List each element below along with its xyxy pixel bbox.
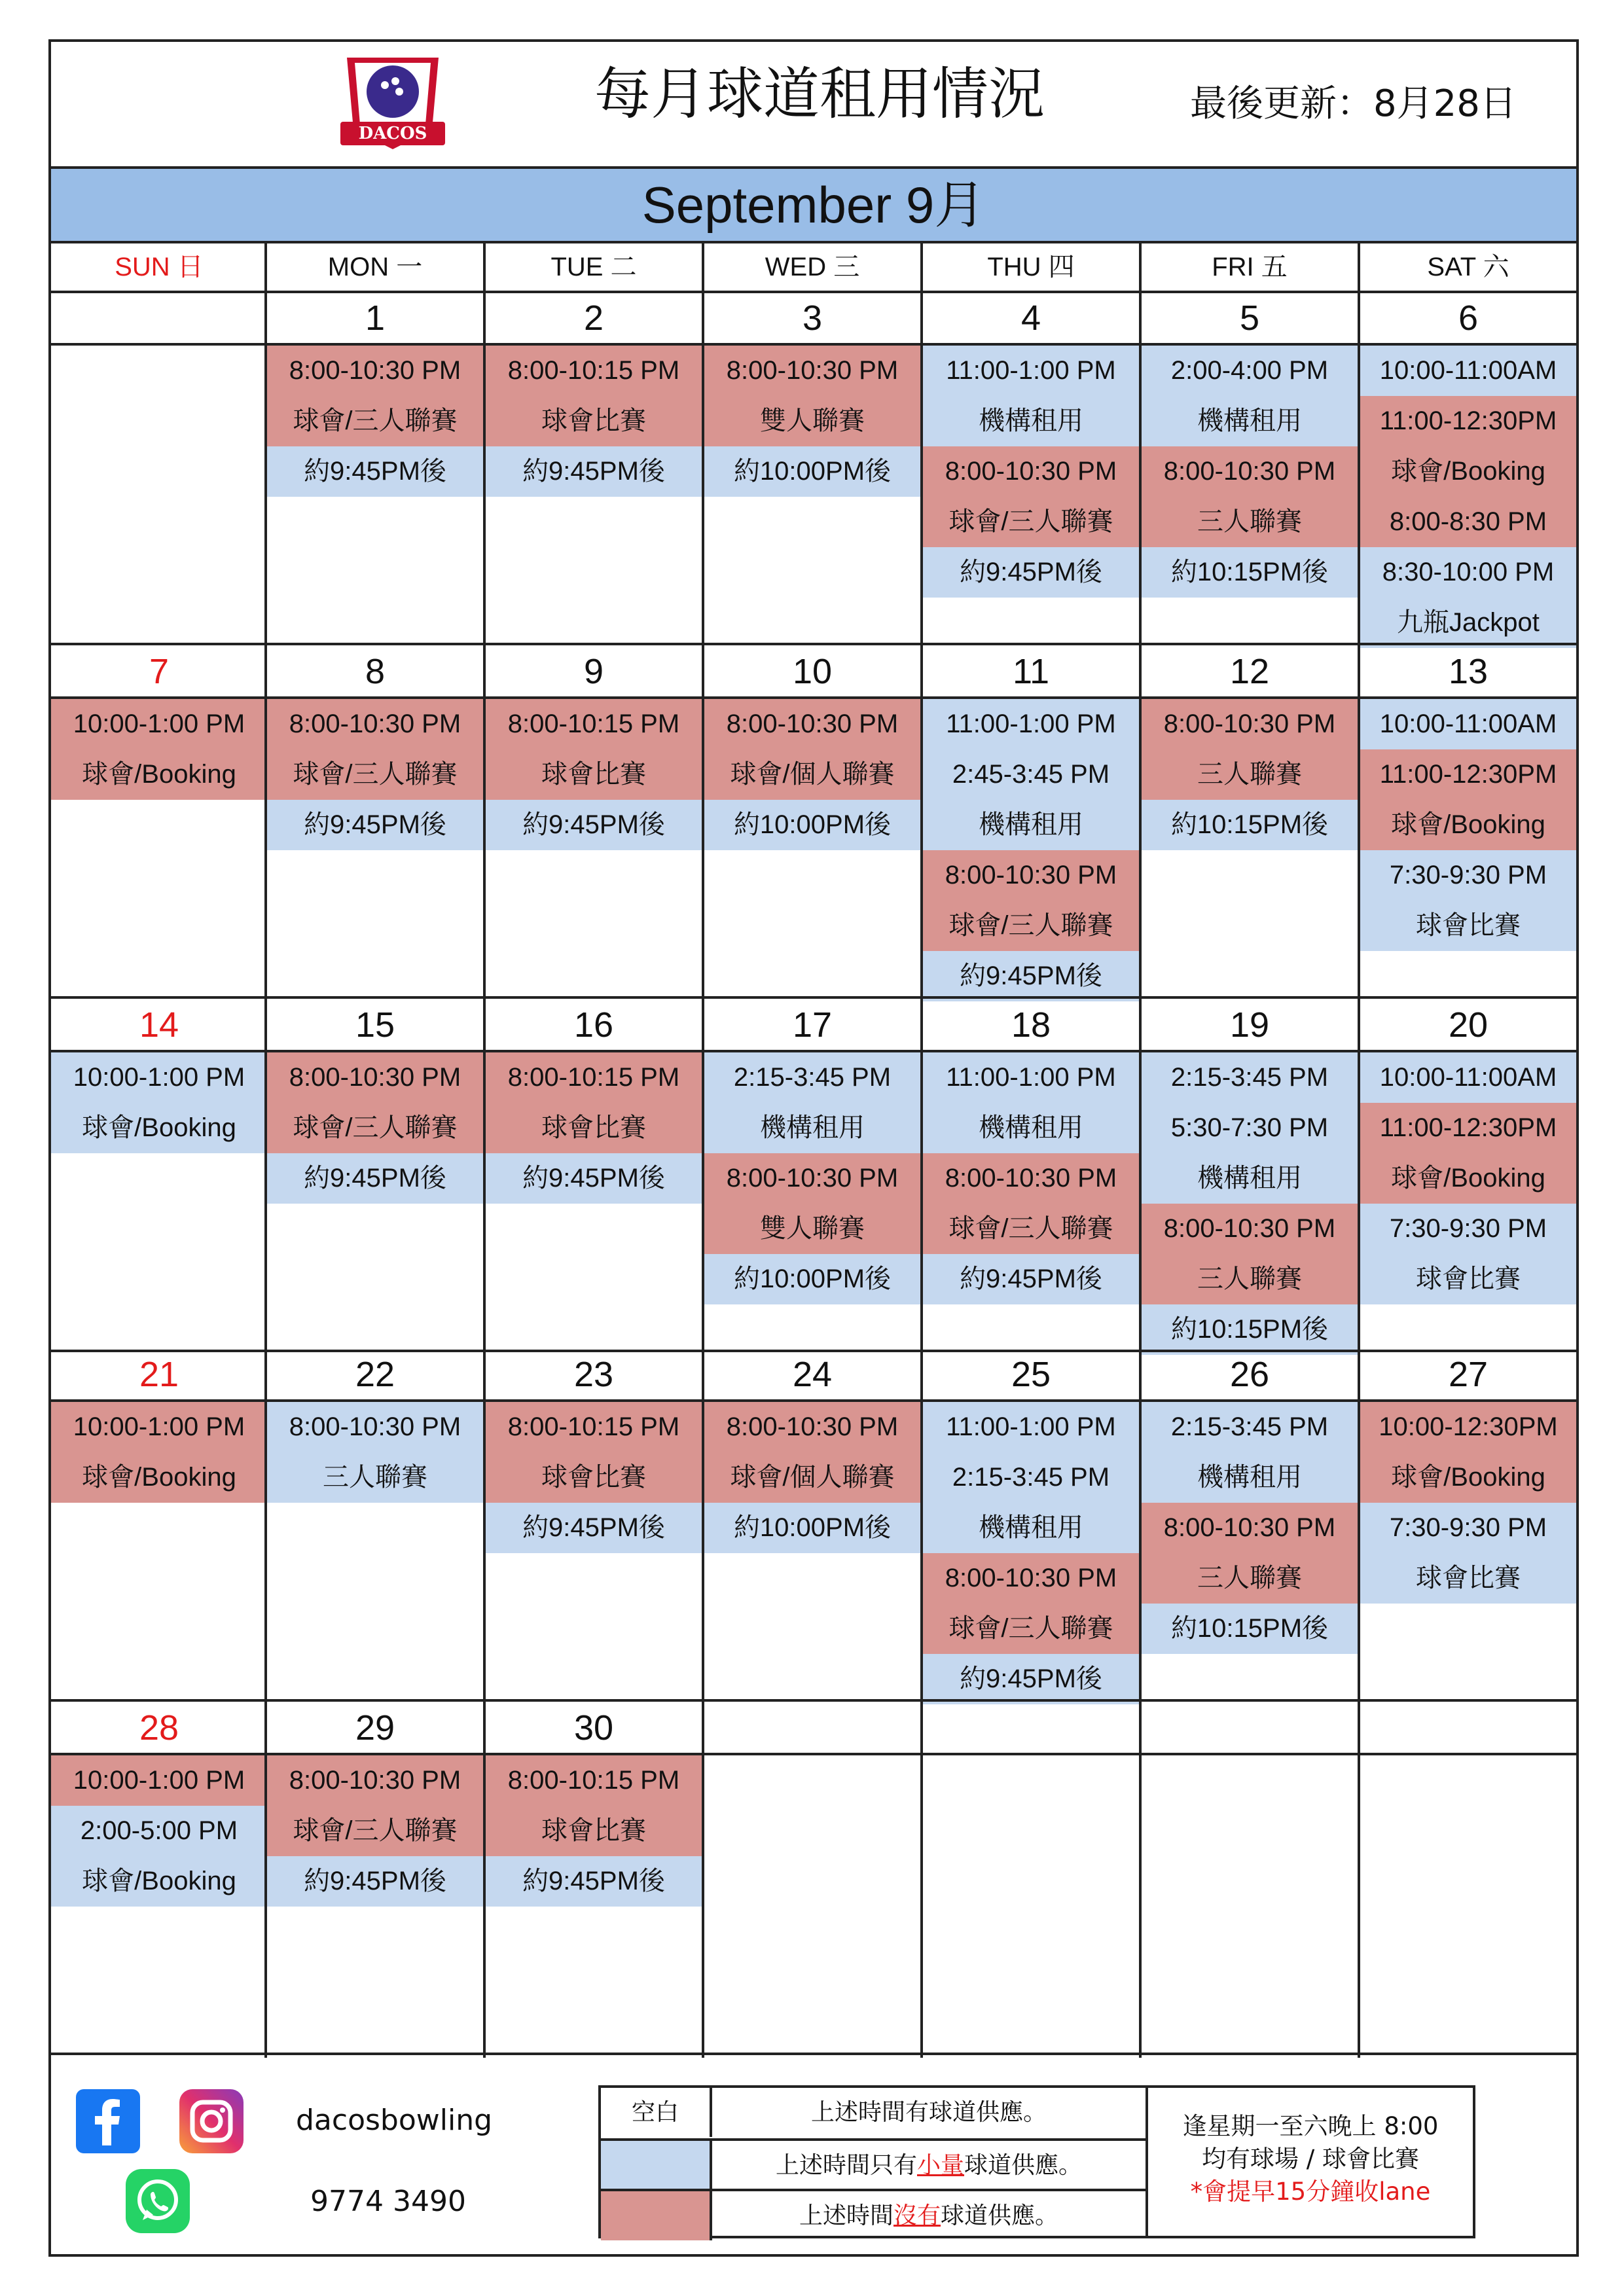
day-number: 25 <box>1011 1355 1051 1394</box>
booking-entry: 球會比賽 <box>486 1452 702 1503</box>
social-handle: dacosbowling <box>296 2104 493 2137</box>
day-number: 30 <box>573 1708 614 1748</box>
day-cell[interactable] <box>486 346 702 497</box>
facebook-icon[interactable] <box>76 2089 140 2153</box>
booking-entry: 球會比賽 <box>486 1103 702 1153</box>
booking-entry: 機構租用 <box>1142 1153 1358 1204</box>
day-number: 4 <box>1020 298 1041 338</box>
day-number: 3 <box>802 298 823 338</box>
legend-text-post: 球道供應。 <box>941 2202 1059 2229</box>
day-cell[interactable] <box>486 1755 702 1907</box>
booking-entry: 7:30-9:30 PM <box>1360 850 1576 901</box>
booking-entry: 球會/三人聯賽 <box>267 749 483 800</box>
grid-line <box>51 2053 1576 2055</box>
booking-entry: 10:00-1:00 PM <box>51 1755 267 1806</box>
booking-entry: 約9:45PM後 <box>267 800 483 850</box>
weekday-label: WED 三 <box>765 253 860 281</box>
booking-entry: 10:00-1:00 PM <box>51 1052 267 1103</box>
phone-number: 9774 3490 <box>310 2185 466 2218</box>
footer <box>51 2058 1576 2254</box>
note-line-3: *會提早15分鐘收lane <box>1190 2178 1431 2206</box>
day-cell[interactable] <box>1142 1052 1358 1355</box>
day-cell[interactable] <box>1142 699 1358 850</box>
booking-entry: 約9:45PM後 <box>267 1153 483 1204</box>
day-number: 10 <box>792 652 833 691</box>
booking-entry: 機構租用 <box>923 1103 1139 1153</box>
day-number: 12 <box>1229 652 1270 691</box>
grid-line <box>702 243 704 2058</box>
legend-text-highlight: 沒有 <box>893 2202 941 2229</box>
booking-entry: 約9:45PM後 <box>486 1503 702 1553</box>
day-number: 7 <box>149 652 170 691</box>
booking-entry: 球會/Booking <box>1360 446 1576 497</box>
booking-entry: 約10:15PM後 <box>1142 547 1358 598</box>
day-number <box>1360 1703 1576 1753</box>
booking-entry: 8:00-10:15 PM <box>486 699 702 749</box>
month-title: September 9月 <box>51 169 1576 243</box>
booking-entry: 2:00-5:00 PM <box>51 1806 267 1856</box>
grid-line <box>1139 243 1142 2058</box>
booking-entry: 三人聯賽 <box>1142 497 1358 547</box>
booking-entry: 8:00-10:30 PM <box>923 1553 1139 1604</box>
booking-entry: 球會/三人聯賽 <box>923 901 1139 951</box>
grid-line <box>483 243 486 2058</box>
booking-entry: 2:45-3:45 PM <box>923 749 1139 800</box>
booking-entry: 8:00-10:30 PM <box>267 1052 483 1103</box>
booking-entry: 11:00-1:00 PM <box>923 699 1139 749</box>
booking-entry: 球會比賽 <box>1360 901 1576 951</box>
legend-swatch: 空白 <box>601 2088 712 2137</box>
day-cell[interactable] <box>267 346 483 497</box>
booking-entry: 球會比賽 <box>1360 1254 1576 1304</box>
day-number: 1 <box>365 298 386 338</box>
legend-text-pre: 上述時間只有 <box>775 2152 917 2179</box>
booking-entry: 8:00-8:30 PM <box>1360 497 1576 547</box>
booking-entry: 10:00-1:00 PM <box>51 699 267 749</box>
booking-entry: 約9:45PM後 <box>923 547 1139 598</box>
booking-entry: 8:00-10:30 PM <box>923 1153 1139 1204</box>
day-number: 24 <box>792 1355 833 1394</box>
booking-entry: 三人聯賽 <box>1142 1254 1358 1304</box>
svg-text:DACOS: DACOS <box>358 124 427 143</box>
booking-entry: 8:00-10:15 PM <box>486 1402 702 1452</box>
instagram-icon[interactable] <box>179 2089 244 2153</box>
day-cell[interactable] <box>267 1402 483 1503</box>
legend-swatch <box>601 2141 712 2190</box>
grid-line <box>51 1753 1576 1755</box>
day-cell[interactable] <box>1142 346 1358 598</box>
booking-entry: 球會/三人聯賽 <box>923 497 1139 547</box>
legend-text-highlight: 小量 <box>916 2152 964 2179</box>
page-title: 每月球道租用情況 <box>594 62 1045 127</box>
booking-entry: 球會/三人聯賽 <box>923 1604 1139 1654</box>
legend-text <box>712 2191 1146 2240</box>
booking-entry: 雙人聯賽 <box>704 1204 920 1254</box>
day-cell[interactable] <box>486 699 702 850</box>
day-number: 13 <box>1448 652 1489 691</box>
booking-entry: 球會/個人聯賽 <box>704 749 920 800</box>
booking-entry: 球會比賽 <box>1360 1553 1576 1604</box>
booking-entry: 機構租用 <box>1142 1452 1358 1503</box>
legend-row <box>601 2189 1146 2240</box>
day-number: 27 <box>1448 1355 1489 1394</box>
booking-entry: 8:00-10:30 PM <box>704 1153 920 1204</box>
schedule-note <box>1146 2085 1475 2238</box>
booking-entry: 約10:00PM後 <box>704 446 920 497</box>
booking-entry: 2:15-3:45 PM <box>704 1052 920 1103</box>
booking-entry: 球會/Booking <box>1360 800 1576 850</box>
day-number: 5 <box>1239 298 1260 338</box>
calendar-grid <box>51 42 1576 2058</box>
booking-entry: 球會/Booking <box>51 1452 267 1503</box>
day-number: 15 <box>355 1005 395 1045</box>
booking-entry: 約9:45PM後 <box>486 1856 702 1907</box>
last-updated: 最後更新：8月28日 <box>1190 82 1517 125</box>
booking-entry: 球會/三人聯賽 <box>267 396 483 446</box>
day-number: 29 <box>355 1708 395 1748</box>
day-cell[interactable] <box>51 1755 267 1907</box>
legend-row <box>601 2138 1146 2190</box>
booking-entry: 約10:15PM後 <box>1142 1304 1358 1355</box>
grid-line <box>51 696 1576 699</box>
booking-entry: 三人聯賽 <box>1142 1553 1358 1604</box>
grid-line <box>51 643 1576 645</box>
day-cell[interactable] <box>486 1052 702 1204</box>
weekday-label: THU 四 <box>987 253 1075 281</box>
day-cell[interactable] <box>51 1052 267 1153</box>
day-number: 9 <box>583 652 604 691</box>
weekday-label: TUE 二 <box>550 253 637 281</box>
day-cell[interactable] <box>267 1052 483 1204</box>
grid-line <box>264 243 267 2058</box>
whatsapp-icon[interactable] <box>126 2169 190 2233</box>
booking-entry: 8:00-10:30 PM <box>267 346 483 396</box>
booking-entry: 球會/三人聯賽 <box>923 1204 1139 1254</box>
day-cell[interactable] <box>1360 1402 1576 1604</box>
booking-entry: 三人聯賽 <box>1142 749 1358 800</box>
booking-entry: 2:15-3:45 PM <box>1142 1402 1358 1452</box>
grid-line <box>1358 243 1360 2058</box>
day-number: 8 <box>365 652 386 691</box>
note-line-1: 逢星期一至六晚上 8:00 <box>1182 2112 1439 2140</box>
legend-row <box>601 2088 1146 2137</box>
booking-entry: 約9:45PM後 <box>923 1254 1139 1304</box>
booking-entry: 8:00-10:30 PM <box>1142 699 1358 749</box>
booking-entry: 2:00-4:00 PM <box>1142 346 1358 396</box>
day-cell[interactable] <box>1360 699 1576 951</box>
day-number: 22 <box>355 1355 395 1394</box>
day-number <box>51 293 267 343</box>
grid-line <box>51 343 1576 346</box>
booking-entry: 8:00-10:15 PM <box>486 346 702 396</box>
booking-entry: 約9:45PM後 <box>267 446 483 497</box>
day-number: 19 <box>1229 1005 1270 1045</box>
booking-entry: 約10:00PM後 <box>704 1254 920 1304</box>
booking-entry: 8:00-10:15 PM <box>486 1052 702 1103</box>
day-number <box>1142 1703 1358 1753</box>
booking-entry: 11:00-1:00 PM <box>923 346 1139 396</box>
legend-table <box>598 2085 1148 2238</box>
calendar-page <box>48 39 1579 2257</box>
weekday-label: SUN 日 <box>115 253 204 281</box>
weekday-label: MON 一 <box>327 253 423 281</box>
booking-entry: 球會/Booking <box>1360 1153 1576 1204</box>
day-cell[interactable] <box>923 1052 1139 1304</box>
booking-entry: 球會/個人聯賽 <box>704 1452 920 1503</box>
day-cell[interactable] <box>486 1402 702 1553</box>
day-number: 14 <box>139 1005 179 1045</box>
day-cell[interactable] <box>923 699 1139 1001</box>
legend-text-pre: 上述時間 <box>799 2202 893 2229</box>
booking-entry: 機構租用 <box>1142 396 1358 446</box>
booking-entry: 11:00-12:30PM <box>1360 396 1576 446</box>
booking-entry: 5:30-7:30 PM <box>1142 1103 1358 1153</box>
booking-entry: 球會/三人聯賽 <box>267 1103 483 1153</box>
day-cell[interactable] <box>51 699 267 800</box>
day-number: 26 <box>1229 1355 1270 1394</box>
booking-entry: 8:00-10:30 PM <box>267 699 483 749</box>
booking-entry: 球會比賽 <box>486 749 702 800</box>
booking-entry: 雙人聯賽 <box>704 396 920 446</box>
booking-entry: 約9:45PM後 <box>267 1856 483 1907</box>
day-number: 21 <box>139 1355 179 1394</box>
booking-entry: 8:00-10:30 PM <box>1142 1503 1358 1553</box>
booking-entry: 8:00-10:30 PM <box>923 446 1139 497</box>
booking-entry: 7:30-9:30 PM <box>1360 1204 1576 1254</box>
booking-entry: 10:00-11:00AM <box>1360 346 1576 396</box>
day-number <box>923 1703 1139 1753</box>
booking-entry: 球會/Booking <box>1360 1452 1576 1503</box>
day-number <box>704 1703 920 1753</box>
booking-entry: 8:30-10:00 PM <box>1360 547 1576 598</box>
booking-entry: 機構租用 <box>923 800 1139 850</box>
booking-entry: 8:00-10:30 PM <box>704 346 920 396</box>
weekday-label: SAT 六 <box>1427 253 1509 281</box>
booking-entry: 球會/Booking <box>51 749 267 800</box>
booking-entry: 2:15-3:45 PM <box>1142 1052 1358 1103</box>
day-cell[interactable] <box>923 1402 1139 1704</box>
legend-swatch <box>601 2191 712 2240</box>
day-number: 28 <box>139 1708 179 1748</box>
booking-entry: 7:30-9:30 PM <box>1360 1503 1576 1553</box>
day-cell[interactable] <box>704 699 920 850</box>
day-number: 18 <box>1011 1005 1051 1045</box>
booking-entry: 約10:15PM後 <box>1142 800 1358 850</box>
legend-text <box>712 2141 1146 2190</box>
booking-entry: 約9:45PM後 <box>923 1654 1139 1704</box>
booking-entry: 約10:15PM後 <box>1142 1604 1358 1654</box>
booking-entry: 約9:45PM後 <box>923 951 1139 1001</box>
grid-line <box>51 1050 1576 1052</box>
booking-entry: 九瓶Jackpot <box>1360 598 1576 648</box>
booking-entry: 8:00-10:30 PM <box>1142 1204 1358 1254</box>
day-number: 17 <box>792 1005 833 1045</box>
grid-line <box>51 996 1576 999</box>
day-number: 2 <box>583 298 604 338</box>
day-cell[interactable] <box>704 1402 920 1553</box>
weekday-header-row <box>51 243 1576 293</box>
booking-entry: 球會/Booking <box>51 1856 267 1907</box>
day-number: 23 <box>573 1355 614 1394</box>
booking-entry: 機構租用 <box>704 1103 920 1153</box>
booking-entry: 約10:00PM後 <box>704 1503 920 1553</box>
booking-entry: 約9:45PM後 <box>486 800 702 850</box>
note-line-2: 均有球場 / 球會比賽 <box>1202 2145 1419 2173</box>
day-cell[interactable] <box>1360 1052 1576 1304</box>
grid-line <box>51 1399 1576 1402</box>
booking-entry: 8:00-10:30 PM <box>704 1402 920 1452</box>
booking-entry: 11:00-1:00 PM <box>923 1402 1139 1452</box>
booking-entry: 機構租用 <box>923 396 1139 446</box>
booking-entry: 11:00-1:00 PM <box>923 1052 1139 1103</box>
day-cell[interactable] <box>1360 346 1576 648</box>
booking-entry: 機構租用 <box>923 1503 1139 1553</box>
booking-entry: 8:00-10:30 PM <box>704 699 920 749</box>
grid-line <box>51 1699 1576 1702</box>
day-cell[interactable] <box>267 1755 483 1907</box>
day-number: 11 <box>1012 652 1050 691</box>
day-cell[interactable] <box>267 699 483 850</box>
day-cell[interactable] <box>51 1402 267 1503</box>
booking-entry: 10:00-11:00AM <box>1360 1052 1576 1103</box>
day-cell[interactable] <box>704 1052 920 1304</box>
booking-entry: 8:00-10:30 PM <box>923 850 1139 901</box>
booking-entry: 約9:45PM後 <box>486 1153 702 1204</box>
booking-entry: 11:00-12:30PM <box>1360 749 1576 800</box>
day-number: 6 <box>1458 298 1479 338</box>
booking-entry: 三人聯賽 <box>267 1452 483 1503</box>
booking-entry: 8:00-10:30 PM <box>267 1402 483 1452</box>
booking-entry: 10:00-11:00AM <box>1360 699 1576 749</box>
booking-entry: 約10:00PM後 <box>704 800 920 850</box>
booking-entry: 8:00-10:15 PM <box>486 1755 702 1806</box>
booking-entry: 球會/三人聯賽 <box>267 1806 483 1856</box>
day-number: 16 <box>573 1005 614 1045</box>
booking-entry: 11:00-12:30PM <box>1360 1103 1576 1153</box>
booking-entry: 約9:45PM後 <box>486 446 702 497</box>
booking-entry: 10:00-12:30PM <box>1360 1402 1576 1452</box>
booking-entry: 2:15-3:45 PM <box>923 1452 1139 1503</box>
booking-entry: 10:00-1:00 PM <box>51 1402 267 1452</box>
booking-entry: 球會/Booking <box>51 1103 267 1153</box>
weekday-label: FRI 五 <box>1212 253 1288 281</box>
legend-text: 上述時間有球道供應。 <box>810 2099 1047 2126</box>
legend-text-post: 球道供應。 <box>964 2152 1083 2179</box>
booking-entry: 球會比賽 <box>486 1806 702 1856</box>
day-cell[interactable] <box>1142 1402 1358 1654</box>
booking-entry: 8:00-10:30 PM <box>1142 446 1358 497</box>
booking-entry: 8:00-10:30 PM <box>267 1755 483 1806</box>
day-cell[interactable] <box>704 346 920 497</box>
grid-line <box>920 243 923 2058</box>
day-number: 20 <box>1448 1005 1489 1045</box>
day-cell[interactable] <box>923 346 1139 598</box>
booking-entry: 球會比賽 <box>486 396 702 446</box>
